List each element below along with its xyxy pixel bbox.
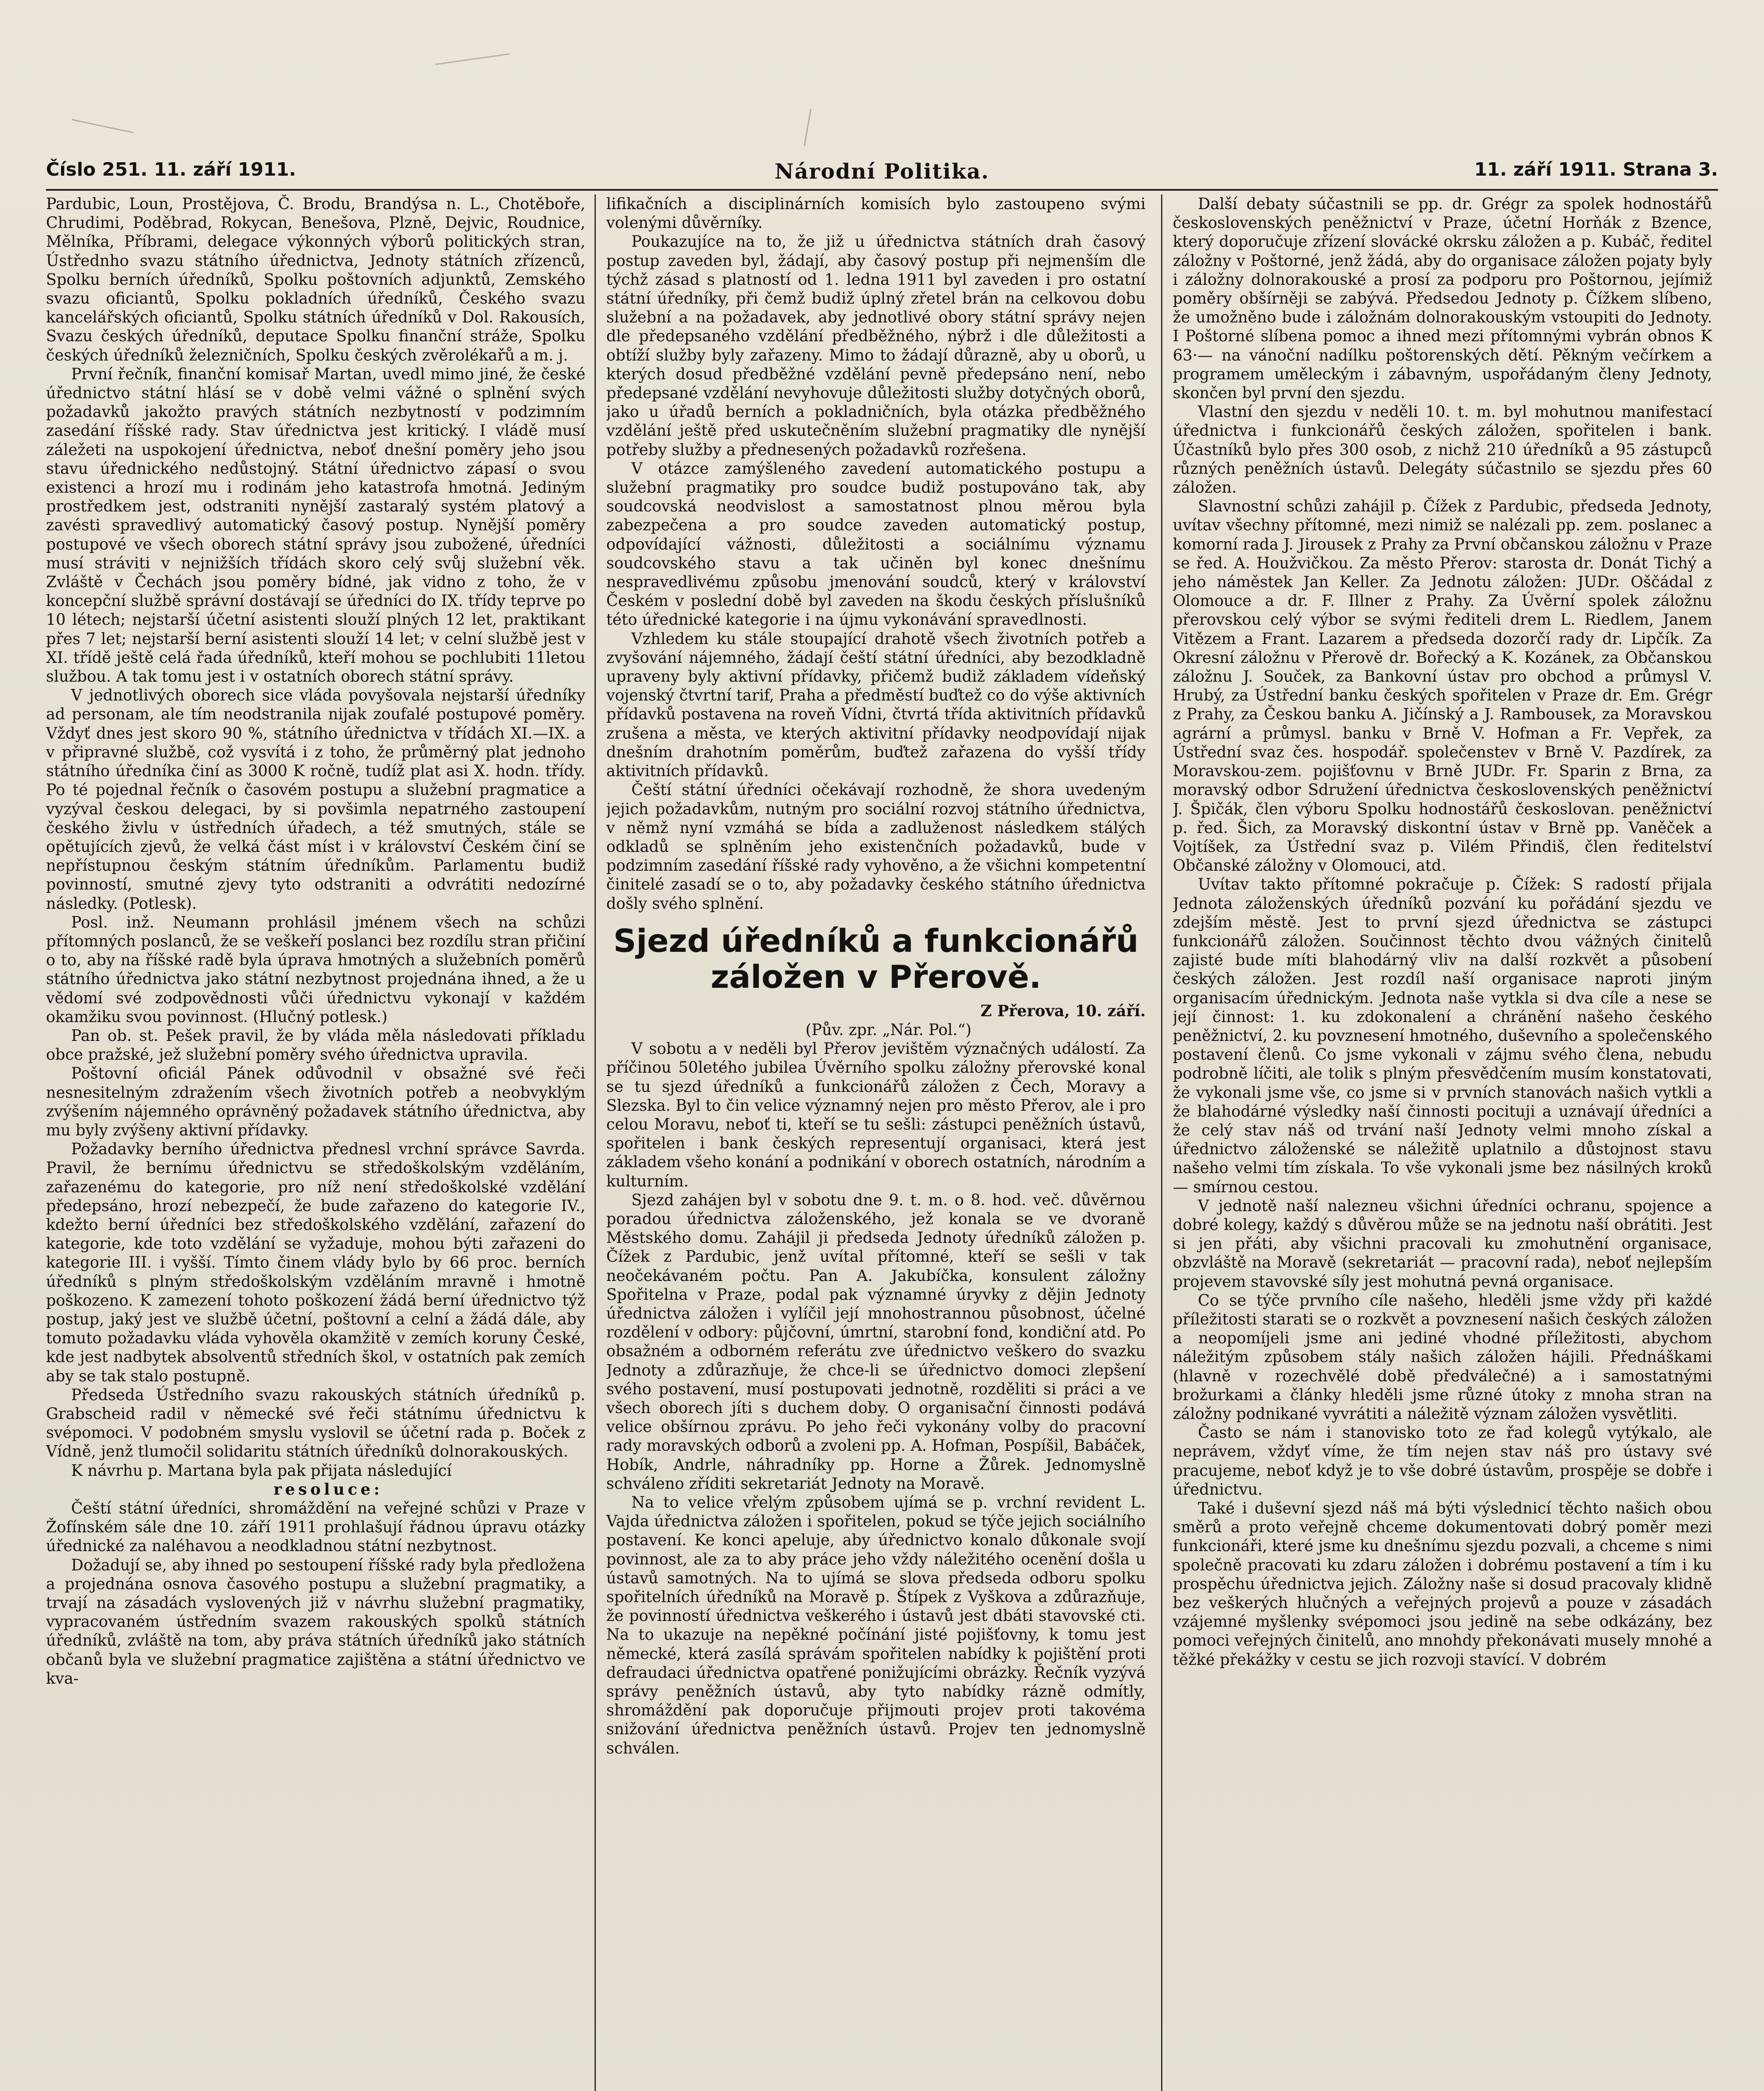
headline-line: Sjezd úředníků a funkcionářů (613, 922, 1139, 959)
headline-line: záložen v Přerově. (710, 958, 1042, 995)
scan-mark (71, 119, 133, 133)
paragraph: Čeští státní úředníci, shromáždění na veřejné schůzi v Praze v Žofínském sále dne 10. září 1911 prohlašují řádnou úpravu otázky úřednické za naléhavou a neodkladnou státní nezbytnost. (46, 1499, 585, 1555)
paragraph: Také i duševní sjezd náš má býti výslednicí těchto našich obou směrů a proto veřejně chceme dokumentovati dobrý poměr mezi funkcionáři, které jsme ku dnešnímu sjezdu pozvali, a chceme s nimi společně pracovati ku zdaru záložen i dobrému postavení a tím i ku prospěchu úřednictva jejich. Záložny naše si dosud pracovaly klidně bez veškerých hlučných a veřejných projevů a pouze v zásadách vzájemné myšlenky svépomoci jsou jedině na sebe odkázány, bez pomoci veřejných činitelů, ano mnohdy překonávati musely mnohé a těžké překážky v cestu se jich rozvoji stavící. V dobrém (1173, 1499, 1712, 1669)
paragraph: Pan ob. st. Pešek pravil, že by vláda měla následovati příkladu obce pražské, jež služební poměry svého úřednictva upravila. (46, 1026, 585, 1064)
paragraph: Vlastní den sjezdu v neděli 10. t. m. byl mohutnou manifestací úřednictva i funkcionářů českých záložen, spořitelen i bank. Účastníků bylo přes 300 osob, z nichž 210 úředníků a 95 zástupců různých peněžních ústavů. Delegáty súčastnilo se sjezdu přes 60 záložen. (1173, 403, 1712, 497)
column-1 (46, 194, 585, 2091)
column-divider (595, 194, 596, 2091)
paragraph: Vzhledem ku stále stoupající drahotě všech životních potřeb a zvyšování nájemného, žádají čeští státní úředníci, aby bezodkladně upraveny byly aktivní přídavky, přičemž budiž základem vídeňský vojenský čtvrtní tarif, Praha a předměstí buďtež co do výše aktivních přídavků postavena na roveň Vídni, čtvrtá třída aktivitních přídavků zrušena a města, ve kterých aktivitní přídavky neodpovídají nijak dnešním drahotním poměrům, buďtež zařazena do vyšší třídy aktivitních přídavků. (606, 629, 1146, 780)
masthead-title: Národní Politika. (774, 159, 990, 184)
column-3 (1173, 194, 1712, 2091)
paragraph: Požadavky berního úřednictva přednesl vrchní správce Savrda. Pravil, že bernímu úřednictvu se středoškolským vzděláním, zařazenému do kategorie, pro níž není středoškolské vzdělání předepsáno, hrozí nebezpečí, že bude zařazeno do kategorie IV., kdežto berní úředníci bez středoškolského vzdělání, zařazení do kategorie, kde toto vzdělání se vyžaduje, mohou býti zařazeni do kategorie III. i vyšší. Tímto činem vlády bylo by 66 proc. berních úředníků s plným středoškolským vzděláním mravně i hmotně poškozeno. K zamezení tohoto poškození žádá berní úřednictvo týž postup, jaký jest ve službě účetní, poštovní a celní a žádá dále, aby tomuto požadavku vláda vyhověla okamžitě v zemích koruny České, kde jest nadbytek absolventů středních škol, v ostatních pak zemích aby se tak stalo postupně. (46, 1140, 585, 1385)
paragraph: První řečník, finanční komisař Martan, uvedl mimo jiné, že české úřednictvo státní hlásí se v době velmi vážné o splnění svých požadavků jakožto pravých státních nezbytností v podzimním zasedání říšské rady. Stav úřednictva jest kritický. I vládě musí záležeti na uspokojení úřednictva, neboť dnešní poměry jeho jsou stavu úřednického nedůstojný. Státní úřednictvo zápasí o svou existenci a hrozí mu i rodinám jeho katastrofa hmotná. Jediným prostředkem jest, odstraniti nynější zastaralý systém platový a zavésti spravedlivý automatický časový postup. Nynější poměry postupové ve všech oborech státní správy jsou zubožené, úředníci musí stráviti v nejnižších třídách skoro celý svůj služební věk. Zvláště v Čechách jsou poměry bídné, jak vidno z toho, že v koncepční službě správní dostávají se úředníci do IX. třídy teprve po 10 létech; nejstarší účetní asistenti slouží plných 12 let, praktikant přes 7 let; nejstarší berní asistenti slouží 14 let; v celní službě jest v XI. třídě ještě celá řada úředníků, kteří mohou se pochlubiti 11letou službou. A tak tomu jest i v ostatních oborech státní správy. (46, 365, 585, 686)
issue-number: Číslo 251. 11. září 1911. (46, 159, 296, 180)
paragraph: Další debaty súčastnili se pp. dr. Grégr za spolek hodnostářů československých peněžnictví v Praze, účetní Horňák z Bzence, který doporučuje zřízení slovácké okrsku záložen a p. Kubáč, ředitel záložny v Poštorné, jenž žádá, aby do organisace záložen pojaty byly i záložny dolnorakouské a prosí za podporu pro Poštornou, jejímiž poměry obšírněji se zabývá. Předsedou Jednoty p. Čížkem slíbeno, že umožněno bude i záložnám dolnorakouským vstoupiti do Jednoty. I Poštorné slíbena pomoc a ihned mezi přítomnými vybrán obnos K 63·— na vánoční nadílku poštorenských dětí. Pěkným večírkem a programem uměleckým i zábavným, uspořádaným členy Jednoty, skončen byl první den sjezdu. (1173, 195, 1712, 402)
scan-mark (804, 109, 812, 146)
paragraph: Čeští státní úředníci očekávají rozhodně, že shora uvedeným jejich požadavkům, nutným pro sociální rozvoj státního úřednictva, v němž nyní vzmáhá se bída a zadluženost následkem stálých odkladů se splněním jeho existenčních požadavků, bude v podzimním zasedání říšské rady vyhověno, a že všichni kompetentní činitelé zasadí se o to, aby požadavky českého státního úřednictva došly svého splnění. (606, 781, 1146, 913)
paragraph: Sjezd zahájen byl v sobotu dne 9. t. m. o 8. hod. več. důvěrnou poradou úřednictva záloženského, jež konala se ve dvoraně Městského domu. Zahájil ji předseda Jednoty úředníků záložen p. Čížek z Pardubic, jenž uvítal přítomné, kteří se sešli v tak neočekávaném počtu. Pan A. Jakubíčka, konsulent záložny Spořitelna v Praze, podal pak významné úryvky z dějin Jednoty úřednictva záložen i vylíčil její mnohostrannou působnost, účelné rozdělení v odbory: půjčovní, úmrtní, starobní fond, kondiční atd. Po obsažném a odborném referátu zve úřednictvo veškero do svazku Jednoty a zdůrazňuje, že chce-li se úřednictvo domoci zlepšení svého postavení, musí postupovati jednotně, rozděliti si práci a ve všech oborech jíti s duchem doby. O organisační činnosti podává velice obšírnou zprávu. Po jeho řeči vykonány volby do pracovní rady moravských odborů a zvoleni pp. A. Hofman, Pospíšil, Babáček, Hobík, Andrle, náhradníky pp. Horne a Žůrek. Jednomyslně schváleno zříditi sekretariát Jednoty na Moravě. (606, 1191, 1146, 1493)
paragraph: V otázce zamýšleného zavedení automatického postupu a služební pragmatiky pro soudce budiž postupováno tak, aby soudcovská neodvislost a samostatnost plnou měrou byla zabezpečena a pro soudce zaveden automatický postup, odpovídající vážnosti, důležitosti a sociálnímu významu soudcovského stavu a tak učiněn byl konec dnešnímu nespravedlivému způsobu jmenování soudců, který v království Českém v poslední době byl zaveden na škodu českých příslušníků této úřednické kategorie i na újmu vykonávání spravedlnosti. (606, 459, 1146, 629)
date-page: 11. září 1911. Strana 3. (1474, 159, 1718, 180)
resolution-heading: resoluce: (273, 1480, 383, 1498)
paragraph: Uvítav takto přítomné pokračuje p. Čížek: S radostí přijala Jednota záloženských úředníků pozvání ku pořádání sjezdu ve zdejším městě. Jest to první sjezd úřednictva se zástupci funkcionářů záložen. Součinnost těchto dvou vážných činitelů zajisté bude míti blahodárný vliv na další rozkvět a působení českých záložen. Jest rozdíl naší organisace naproti jiným organisacím úřednickým. Jednota naše vytkla si dva cíle a nese se její činnost: 1. ku zdokonalení a chránění našeho českého peněžnictví, 2. ku povznesení hmotného, duševního a společenského postavení členů. Co jsme vykonali v zájmu svého člena, nebudu podrobně líčiti, ale tolik s plným přesvědčením musím konstatovati, že vykonali jsme vše, co jsme si v prvních stanovách našich vytkli a že blahodárné výsledky naší činnosti pocituji a uznávají úředníci a že celý stav náš od trvání naší Jednoty velmi mnoho získal a úřednictvo záloženské se náležitě uplatnilo a důstojnost stavu našeho velmi tím získala. To vše vykonali jsme bez násilných kroků — smírnou cestou. (1173, 875, 1712, 1196)
paragraph: Dožadují se, aby ihned po sestoupení říšské rady byla předložena a projednána osnova časového postupu a služební pragmatiky, a trvají na zásadách vyslovených již v návrhu služební pragmatiky, vypracovaném ústředním svazem rakouských spolků státních úředníků, zvláště na tom, aby práva státních úředníků jako státních občanů byla ve služební pragmatice zajištěna a státní úřednictvo ve kva- (46, 1556, 585, 1687)
article-headline (606, 923, 1146, 995)
paragraph: Často se nám i stanovisko toto ze řad kolegů vytýkalo, ale neprávem, vždyť víme, že tím nejen stav náš pro ústavy své pracujeme, neboť když je to vše dobré ústavům, prospěje se dobře i úřednictvu. (1173, 1424, 1712, 1498)
paragraph: V jednotě naší nalezneu všichni úředníci ochranu, spojence a dobré kolegy, každý s důvěrou může se na jednotu naší obrátiti. Jest si jen přáti, aby všichni pracovali ku zmohutnění organisace, obzvláště na Moravě (sekretariát — pracovní rada), neboť nejlepším projevem stavovské síly jest mohutná pevná organisace. (1173, 1196, 1712, 1291)
article-dateline: Z Přerova, 10. září. (980, 1001, 1146, 1020)
paragraph: Slavnostní schůzi zahájil p. Čížek z Pardubic, předseda Jednoty, uvítav všechny přítomné, mezi nimiž se nalézali pp. zem. poslanec a komorní rada J. Jirousek z Prahy za První občanskou záložnu v Praze se řed. A. Houžvičkou. Za město Přerov: starosta dr. Donát Tichý a jeho náměstek Jan Keller. Za Jednotu záložen: JUDr. Oščádal z Olomouce a dr. F. Illner z Prahy. Za Úvěrní spolek záložnu přerovskou celý výbor se svými řediteli drem L. Riedlem, Janem Vitězem a Frant. Lazarem a předseda dozorčí rady dr. Lipčík. Za Okresní záložnu v Přerově dr. Bořecký a K. Kozánek, za Občanskou záložnu J. Souček, za Bankovní ústav pro obchod a průmysl V. Hrubý, za Ústřední banku českých spořitelen v Praze dr. Em. Grégr z Prahy, za Českou banku A. Jičínský a J. Rambousek, za Moravskou agrární a průmysl. banku v Brně V. Hofman a Fr. Vepřek, za Ústřední svaz čes. hospodář. společenstev v Brně V. Pazdírek, za Moravskou-zem. pojišťovnu v Brně JUDr. Fr. Sparin z Brna, za moravský odbor Sdružení úřednictva československých peněžnictví J. Špičák, člen výboru Spolku hodnostářů českoslovan. peněžnictví p. řed. Šich, za Moravský diskontní ústav v Brně pp. Vaněček a Vojtíšek, za Ústřední svaz p. Vilém Přindiš, člen ředitelství Občanské záložny v Olomouci, atd. (1173, 497, 1712, 875)
paragraph: lifikačních a disciplinárních komisích bylo zastoupeno svými volenými důvěrníky. (606, 195, 1146, 232)
header-rule (46, 189, 1718, 191)
paragraph: Předseda Ústředního svazu rakouských státních úředníků p. Grabscheid radil v německé své řeči státnímu úřednictvu k svépomoci. V podobném smyslu vyslovil se účetní rada p. Boček z Vídně, jenž tlumočil solidaritu státních úředníků dolnorakouských. (46, 1385, 585, 1461)
paragraph: Pardubic, Loun, Prostějova, Č. Brodu, Brandýsa n. L., Chotěboře, Chrudimi, Poděbrad, Rokycan, Benešova, Plzně, Dejvic, Roudnice, Mělníka, Příbrami, delegace výkonných výborů politických stran, Ústřednho svazu státního úřednictva, Jednoty státních zřízenců, Spolku berních úředníků, Spolku poštovních adjunktů, Zemského svazu oficiantů, Spolku pokladních úředníků, Českého svazu kancelářských oficiantů, Spolku státních úředníků v Dol. Rakousích, Svazu českých úředníků, deputace Spolku finanční stráže, Spolku českých úředníků železničních, Spolku českých zvěrolékařů a m. j. (46, 195, 585, 364)
paragraph: Na to velice vřelým způsobem ujímá se p. vrchní revident L. Vajda úřednictva záložen i spořitelen, pokud se týče jejich sociálního postavení. Ke konci apeluje, aby úřednictvo konalo důkonale svojí povinnost, ale za to aby práce jeho vždy náležitého ocenění došla u ústavů samotných. Na to ujímá se slova předseda odboru spolku spořitelních úředníků na Moravě p. Štípek z Vyškova a zdůrazňuje, že povinností úřednictva veškerého i ústavů jest dbáti stavovské cti. Na to ukazuje na nepěkné počínání jisté pojišťovny, k tomu jest německé, která zasílá správám spořitelen nabídky k pojištění proti defraudaci úřednictva opatřené ponižujícími obrázky. Řečník vyzývá správy peněžních ústavů, aby tyto nabídky rázně odmítly, shromáždění pak doporučuje přijmouti projev proti takovéma snižování úřednictva peněžních ústavů. Projev ten jednomyslně schválen. (606, 1493, 1146, 1757)
paragraph: Poštovní oficiál Pánek odůvodnil v obsažné své řeči nesnesitelným zdražením všech životních potřeb a neobvyklým zvýšením nájemného oprávněný požadavek státního úřednictva, aby mu byly zvýšeny aktivní přídavky. (46, 1064, 585, 1139)
paragraph: V sobotu a v neděli byl Přerov jevištěm význačných událostí. Za příčinou 50letého jubilea Úvěrního spolku záložny přerovské konal se tu sjezd úředníků a funkcionářů záložen z Čech, Moravy a Slezska. Byl to čin velice významný nejen pro město Přerov, ale i pro celou Moravu, neboť ti, kteří se tu sešli: zástupci peněžních ústavů, spořitelen i bank českých representují organisaci, která jest základem všeho konání a podnikání v oborech ostatních, národním a kulturním. (606, 1040, 1146, 1190)
scan-mark (435, 53, 510, 65)
paragraph: Co se týče prvního cíle našeho, hleděli jsme vždy při každé příležitosti starati se o rozkvět a povznesení našich českých záložen a neopomíjeli jsme ani jediné vhodné příležitosti, abychom náležitým způsobem stály našich záložen hájili. Přednáškami (hlavně v rozechvělé době předválečné) a i samostatnými brožurkami a články hleděli jsme různé útoky z mnoha stran na záložny podnikané vyvrátiti a náležitě význam záložen vysvětliti. (1173, 1291, 1712, 1423)
article-source: (Pův. zpr. „Nár. Pol.“) (805, 1020, 972, 1039)
paragraph: Poukazujíce na to, že již u úřednictva státních drah časový postup zaveden byl, žádají, aby časový postup při nejmenším dle týchž zásad s platností od 1. ledna 1911 byl zaveden i pro ostatní státní úředníky, při čemž budiž úplný zřetel brán na celkovou dobu služební a na požadavek, aby jednotlivé obory státní správy nejen dle předepsaného vzdělání předběžného, nýbrž i dle důležitosti a obtíží služby byly zařazeny. Mimo to žádají důrazně, aby u oborů, u kterých dosud předběžné vzdělání pevně předepsáno není, nebo předepsané vzdělání nevyhovuje důležitosti služby dotyčných oborů, jako u úřadů berních a pokladničních, byla otázka předběžného vzdělání ještě před uskutečněním služební pragmatiky dle nynější potřeby služby a přednesených požadavků rozřešena. (606, 233, 1146, 459)
page-header (46, 159, 1718, 188)
column-2 (606, 194, 1146, 2091)
paragraph: V jednotlivých oborech sice vláda povyšovala nejstarší úředníky ad personam, ale tím neodstranila nijak zoufalé postupové poměry. Vždyť dnes jest skoro 90 %, státního úřednictva v třídách XI.—IX. a v připravné službě, což vysvítá i z toho, že průměrný plat jednoho státního úředníka činí as 3000 K ročně, tudíž plat asi X. hodn. třídy. Po té pojednal řečník o časovém postupu a služební pragmatice a vyzýval českou delegaci, by si povšimla nepatrného zastoupení českého živlu v ústředních úřadech, a též smutných, stále se opětujících zjevů, že velká část míst i v království Českém činí se nepřístupnou českým státním úředníkům. Parlamentu budiž povinností, smutné zjevy tyto odstraniti a odvrátiti nedozírné následky. (Potlesk). (46, 686, 585, 913)
paragraph: K návrhu p. Martana byla pak přijata následující (71, 1461, 452, 1480)
paragraph: Posl. inž. Neumann prohlásil jménem všech na schůzi přítomných poslanců, že se veškeří poslanci bez rozdílu stran přičiní o to, aby na říšské radě byla úprava hmotných a služebních poměrů státního úřednictva jako státní nezbytnost projednána ihned, a že u vědomí své zodpovědnosti vůči úřednictvu vykonají v každém okamžiku svou povinnost. (Hlučný potlesk.) (46, 913, 585, 1026)
column-divider (1161, 194, 1162, 2091)
